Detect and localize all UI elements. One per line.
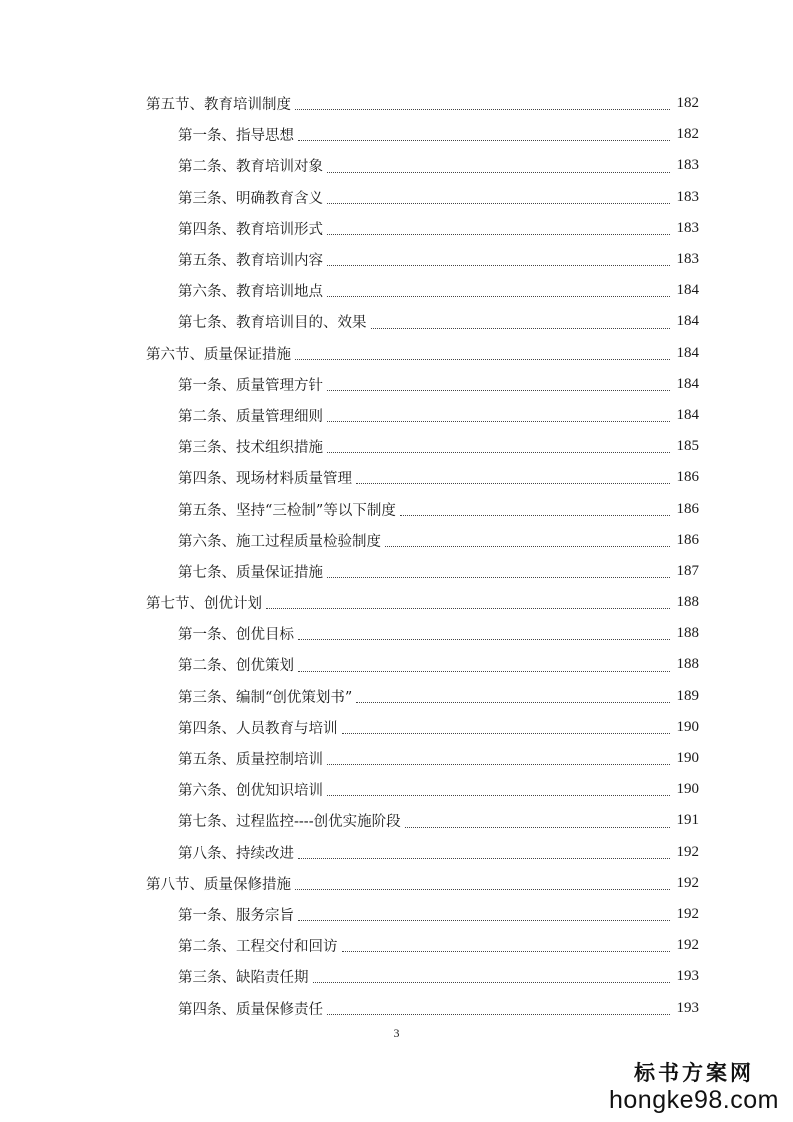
watermark [609,1060,779,1114]
toc-entry-page: 184 [676,406,699,423]
toc-article-entry[interactable] [0,119,793,150]
toc-dot-leader [327,233,670,235]
toc-section-entry[interactable] [0,88,793,119]
toc-dot-leader [400,514,670,516]
toc-dot-leader [356,482,670,484]
toc-entry-title: 第八节、质量保修措施 [146,876,291,893]
toc-dot-leader [295,108,670,110]
table-of-contents [0,88,793,1024]
toc-entry-page: 188 [676,594,699,611]
toc-entry-page: 183 [676,251,699,268]
toc-entry-page: 191 [676,812,699,829]
toc-entry-title: 第四条、人员教育与培训 [178,720,338,737]
toc-entry-title: 第八条、持续改进 [178,845,294,862]
toc-entry-title: 第三条、编制“创优策划书” [178,689,353,706]
toc-dot-leader [327,295,670,297]
toc-dot-leader [327,420,670,422]
toc-article-entry[interactable] [0,774,793,805]
toc-dot-leader [327,451,670,453]
toc-article-entry[interactable] [0,712,793,743]
toc-dot-leader [298,919,670,921]
toc-entry-page: 184 [676,313,699,330]
toc-entry-page: 183 [676,219,699,236]
toc-entry-title: 第五条、质量控制培训 [178,752,323,769]
toc-entry-page: 188 [676,656,699,673]
toc-article-entry[interactable] [0,837,793,868]
toc-article-entry[interactable] [0,306,793,337]
toc-article-entry[interactable] [0,992,793,1023]
toc-section-entry[interactable] [0,338,793,369]
toc-article-entry[interactable] [0,805,793,836]
toc-entry-page: 186 [676,531,699,548]
toc-entry-page: 184 [676,282,699,299]
toc-article-entry[interactable] [0,618,793,649]
toc-dot-leader [385,545,670,547]
toc-entry-title: 第五条、坚持“三检制”等以下制度 [178,502,396,519]
toc-entry-title: 第二条、质量管理细则 [178,408,323,425]
toc-entry-title: 第一条、创优目标 [178,627,294,644]
toc-entry-page: 193 [676,968,699,985]
toc-article-entry[interactable] [0,930,793,961]
toc-entry-title: 第四条、教育培训形式 [178,221,323,238]
toc-entry-page: 190 [676,718,699,735]
toc-entry-page: 190 [676,781,699,798]
toc-dot-leader [342,732,671,734]
toc-dot-leader [298,857,670,859]
toc-dot-leader [327,202,670,204]
toc-entry-title: 第四条、质量保修责任 [178,1001,323,1018]
toc-dot-leader [327,171,670,173]
toc-article-entry[interactable] [0,493,793,524]
toc-entry-page: 185 [676,438,699,455]
toc-entry-title: 第一条、指导思想 [178,128,294,145]
toc-entry-title: 第二条、教育培训对象 [178,159,323,176]
toc-dot-leader [295,888,670,890]
toc-article-entry[interactable] [0,525,793,556]
toc-dot-leader [298,638,670,640]
toc-entry-title: 第一条、服务宗旨 [178,907,294,924]
toc-entry-page: 192 [676,905,699,922]
toc-entry-title: 第三条、技术组织措施 [178,440,323,457]
toc-entry-title: 第六节、质量保证措施 [146,346,291,363]
toc-dot-leader [295,358,670,360]
toc-article-entry[interactable] [0,244,793,275]
toc-entry-page: 186 [676,469,699,486]
toc-entry-title: 第七条、质量保证措施 [178,564,323,581]
toc-article-entry[interactable] [0,400,793,431]
toc-entry-title: 第二条、创优策划 [178,658,294,675]
toc-entry-page: 183 [676,157,699,174]
toc-entry-title: 第七节、创优计划 [146,596,262,613]
toc-dot-leader [327,1013,670,1015]
toc-entry-title: 第五节、教育培训制度 [146,97,291,114]
toc-entry-title: 第二条、工程交付和回访 [178,939,338,956]
toc-article-entry[interactable] [0,743,793,774]
toc-dot-leader [342,950,671,952]
toc-entry-page: 187 [676,562,699,579]
toc-article-entry[interactable] [0,275,793,306]
page-number: 3 [393,1026,400,1040]
toc-entry-title: 第三条、缺陷责任期 [178,970,309,987]
toc-dot-leader [327,794,670,796]
toc-entry-title: 第三条、明确教育含义 [178,190,323,207]
toc-article-entry[interactable] [0,213,793,244]
toc-entry-page: 192 [676,874,699,891]
toc-entry-page: 186 [676,500,699,517]
toc-dot-leader [298,670,670,672]
toc-dot-leader [371,327,671,329]
toc-article-entry[interactable] [0,899,793,930]
toc-entry-page: 182 [676,126,699,143]
watermark-url[interactable]: hongke98.com [608,1086,779,1114]
toc-article-entry[interactable] [0,961,793,992]
toc-entry-title: 第七条、过程监控----创优实施阶段 [178,814,401,831]
toc-dot-leader [327,389,670,391]
toc-article-entry[interactable] [0,150,793,181]
toc-entry-page: 188 [676,625,699,642]
toc-article-entry[interactable] [0,369,793,400]
toc-entry-title: 第七条、教育培训目的、效果 [178,315,367,332]
toc-entry-page: 184 [676,344,699,361]
toc-entry-page: 189 [676,687,699,704]
toc-dot-leader [327,576,670,578]
toc-section-entry[interactable] [0,868,793,899]
toc-entry-page: 192 [676,843,699,860]
toc-article-entry[interactable] [0,556,793,587]
toc-dot-leader [313,981,671,983]
toc-entry-title: 第六条、施工过程质量检验制度 [178,533,381,550]
toc-entry-page: 182 [676,95,699,112]
toc-dot-leader [266,607,670,609]
toc-dot-leader [327,264,670,266]
toc-entry-page: 184 [676,375,699,392]
toc-article-entry[interactable] [0,649,793,680]
toc-entry-title: 第六条、教育培训地点 [178,284,323,301]
toc-entry-title: 第一条、质量管理方针 [178,377,323,394]
toc-dot-leader [405,826,670,828]
toc-entry-title: 第五条、教育培训内容 [178,253,323,270]
toc-entry-page: 190 [676,750,699,767]
toc-dot-leader [327,763,670,765]
toc-entry-page: 193 [676,999,699,1016]
toc-article-entry[interactable] [0,431,793,462]
toc-entry-title: 第四条、现场材料质量管理 [178,471,352,488]
toc-entry-title: 第六条、创优知识培训 [178,783,323,800]
toc-section-entry[interactable] [0,587,793,618]
toc-article-entry[interactable] [0,182,793,213]
toc-dot-leader [298,139,670,141]
watermark-brand: 标书方案网 [633,1060,754,1085]
toc-entry-page: 192 [676,937,699,954]
toc-entry-page: 183 [676,188,699,205]
toc-article-entry[interactable] [0,681,793,712]
toc-dot-leader [356,701,670,703]
toc-article-entry[interactable] [0,462,793,493]
